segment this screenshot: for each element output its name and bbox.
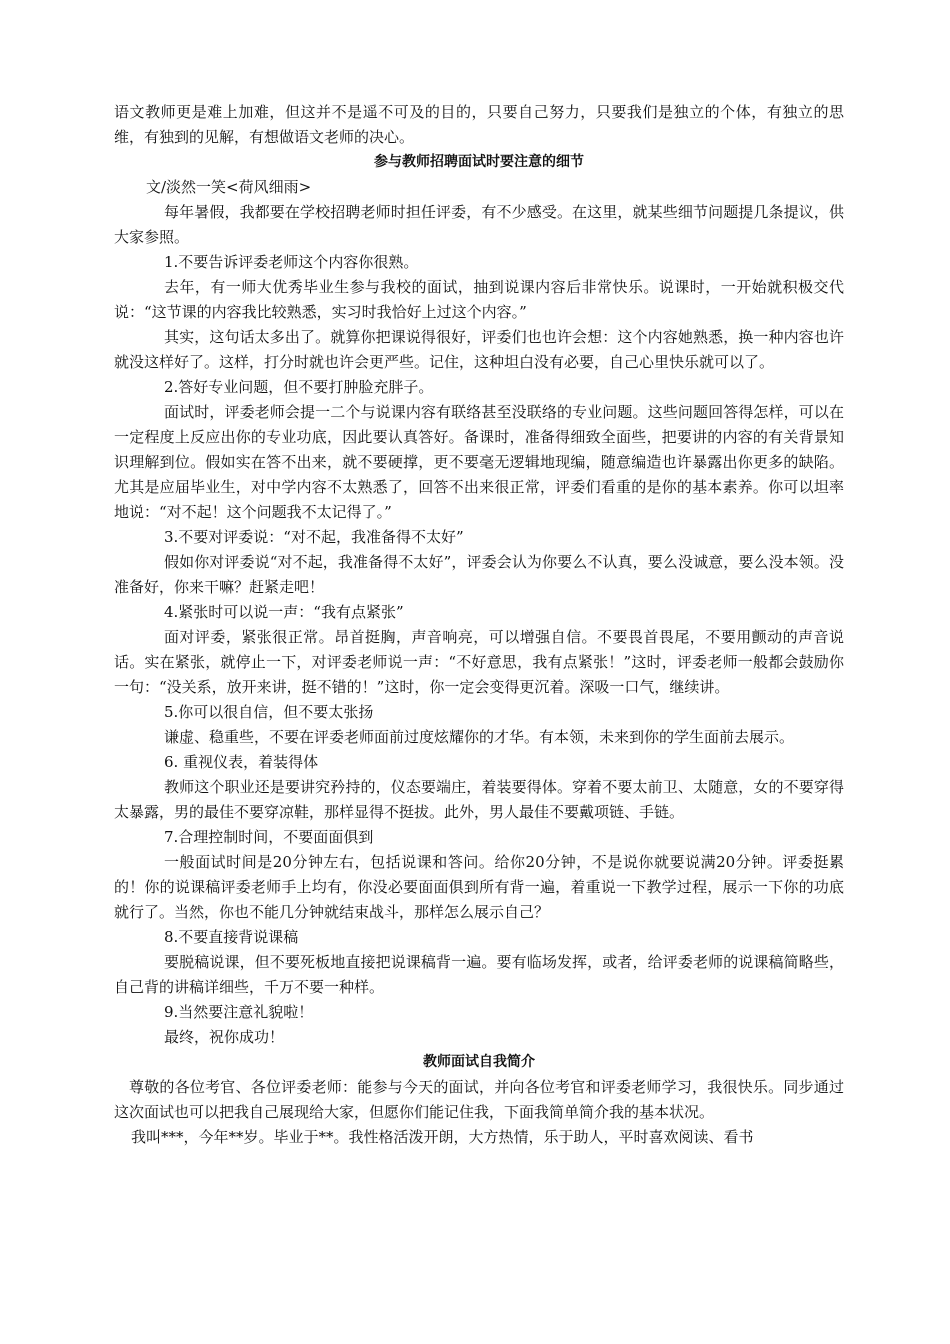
paragraph: 谦虚、稳重些，不要在评委老师面前过度炫耀你的才华。有本领，未来到你的学生面前去展示。 (164, 728, 795, 746)
tip-heading-2: 2.答好专业问题，但不要打肿脸充胖子。 (164, 378, 434, 396)
paragraph: 面对评委，紧张很正常。昂首挺胸，声音响亮，可以增强自信。不要畏首畏尾，不要用颤动的声音说话。实在紧张，就停止一下，对评委老师说一声：“不好意思，我有点紧张！”这时，评委老师一般都会鼓励你一句：“没关系，放开来讲，挺不错的！”这时，你一定会变得更沉着。深吸一口气，继续讲。 (114, 628, 844, 696)
closing-line: 最终，祝你成功！ (164, 1028, 285, 1046)
tip-heading-8: 8.不要直接背说课稿 (164, 928, 299, 946)
tip-heading-9: 9.当然要注意礼貌啦！ (164, 1003, 314, 1021)
tip-heading-1: 1.不要告诉评委老师这个内容你很熟。 (164, 253, 419, 271)
paragraph: 教师这个职业还是要讲究矜持的，仪态要端庄，着装要得体。穿着不要太前卫、太随意，女的不要穿得太暴露，男的最佳不要穿凉鞋，那样显得不挺拔。此外，男人最佳不要戴项链、手链。 (114, 778, 844, 821)
paragraph: 假如你对评委说“对不起，我准备得不太好”，评委会认为你要么不认真，要么没诚意，要么没本领。没准备好，你来干嘛？赶紧走吧！ (114, 553, 844, 596)
paragraph: 去年，有一师大优秀毕业生参与我校的面试，抽到说课内容后非常快乐。说课时，一开始就积极交代说：“这节课的内容我比较熟悉，实习时我恰好上过这个内容。” (114, 278, 844, 321)
tip-heading-6: 6. 重视仪表，着装得体 (164, 753, 319, 771)
tip-heading-4: 4.紧张时可以说一声：“我有点紧张” (164, 603, 404, 621)
article-title: 参与教师招聘面试时要注意的细节 (374, 154, 584, 170)
paragraph: 面试时，评委老师会提一二个与说课内容有联络甚至没联络的专业问题。这些问题回答得怎样，可以在一定程度上反应出你的专业功底，因此要认真答好。备课时，准备得细致全面些，把要讲的内容的有关背景知识理解到位。假如实在答不出来，就不要硬撑，更不要毫无逻辑地现编，随意编造也许暴露出你更多的缺陷。尤其是应届毕业生，对中学内容不太熟悉了，回答不出来很正常，评委们看重的是你的基本素养。你可以坦率地说：“对不起！这个问题我不太记得了。” (114, 403, 844, 521)
tip-heading-3: 3.不要对评委说：“对不起，我准备得不太好” (164, 528, 464, 546)
paragraph: 一般面试时间是20分钟左右，包括说课和答问。给你20分钟，不是说你就要说满20分钟。评委挺累的！你的说课稿评委老师手上均有，你没必要面面俱到所有背一遍，着重说一下教学过程，展示一下你的功底就行了。当然，你也不能几分钟就结束战斗，那样怎么展示自己？ (114, 853, 844, 921)
tip-heading-5: 5.你可以很自信，但不要太张扬 (164, 703, 374, 721)
paragraph: 其实，这句话太多出了。就算你把课说得很好，评委们也也许会想：这个内容她熟悉，换一种内容也许就没这样好了。这样，打分时就也许会更严些。记住，这种坦白没有必要，自己心里快乐就可以了。 (114, 328, 844, 371)
section-title: 教师面试自我简介 (423, 1054, 535, 1070)
article-body (114, 200, 844, 1050)
article-byline: 文/淡然一笑<荷风细雨> (146, 178, 312, 196)
continuation-paragraph: 语文教师更是难上加难，但这并不是遥不可及的目的，只要自己努力，只要我们是独立的个体，有独立的思维，有独到的见解，有想做语文老师的决心。 (114, 103, 844, 146)
intro-paragraph: 尊敬的各位考官、各位评委老师：能参与今天的面试，并向各位考官和评委老师学习，我很快乐。同步通过这次面试也可以把我自己展现给大家，但愿你们能记住我，下面我简单简介我的基本状况。 (114, 1078, 844, 1121)
paragraph: 每年暑假，我都要在学校招聘老师时担任评委，有不少感受。在这里，就某些细节问题提几条提议，供大家参照。 (114, 203, 844, 246)
document-body (114, 100, 844, 1150)
tip-heading-7: 7.合理控制时间，不要面面俱到 (164, 828, 374, 846)
paragraph: 要脱稿说课，但不要死板地直接把说课稿背一遍。要有临场发挥，或者，给评委老师的说课稿简略些，自己背的讲稿详细些，千万不要一种样。 (114, 953, 844, 996)
intro-paragraph: 我叫***，今年**岁。毕业于**。我性格活泼开朗，大方热情，乐于助人，平时喜欢阅读、看书 (131, 1128, 754, 1146)
